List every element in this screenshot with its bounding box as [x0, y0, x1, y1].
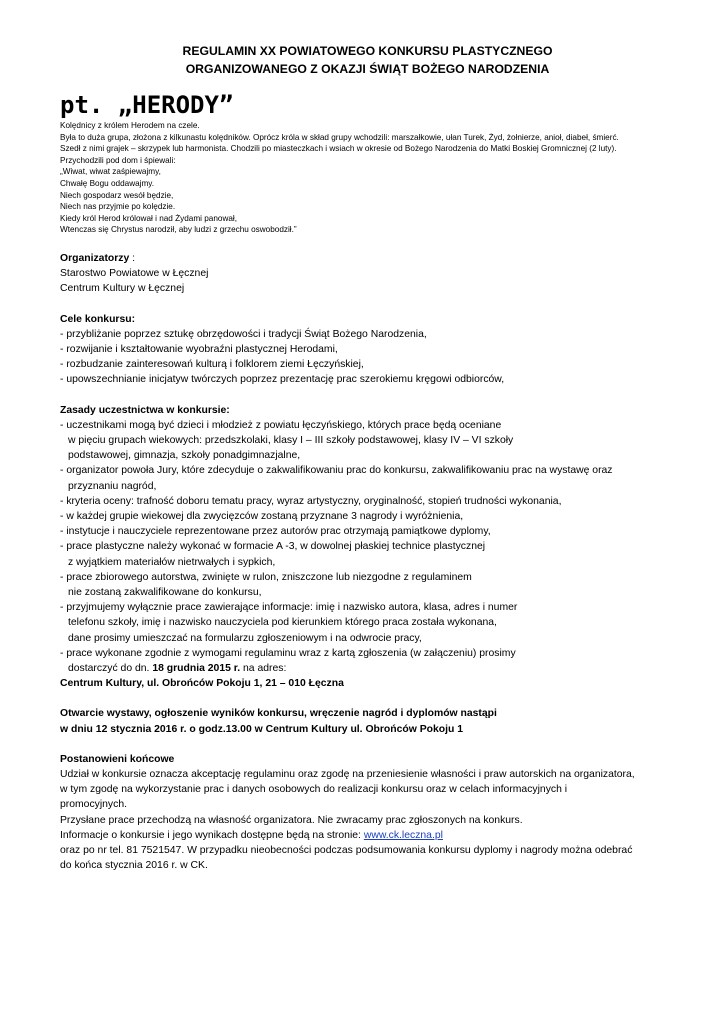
organizer-item: Starostwo Powiatowe w Łęcznej: [60, 268, 209, 280]
document-page: [60, 42, 675, 873]
rule-line: telefonu szkoły, imię i nazwisko nauczyciela pod kierunkiem którego praca została wykonana,: [68, 617, 497, 629]
deadline-prefix: dostarczyć do dn.: [68, 663, 153, 675]
rule-line: nie zostaną zakwalifikowane do konkursu,: [68, 587, 262, 598]
rule-line: - prace zbiorowego autorstwa, zwinięte w rulon, zniszczone lub niezgodne z regulaminem: [60, 571, 472, 583]
rule-line: z wyjątkiem materiałów nietrwałych i sypkich,: [68, 556, 276, 568]
rule-line: dane prosimy umieszczać na formularzu zgłoszeniowym i na odwrocie pracy,: [68, 632, 422, 644]
final-line: do końca stycznia 2016 r. w CK.: [60, 860, 208, 872]
goal-item: - rozbudzanie zainteresowań kulturą i folklorem ziemi Łęczyńskiej,: [60, 359, 364, 371]
final-section: [60, 752, 675, 874]
opening-line: Otwarcie wystawy, ogłoszenie wyników konkursu, wręczenie nagród i dyplomów nastąpi: [60, 708, 497, 720]
final-line: promocyjnych.: [60, 799, 127, 811]
delivery-address: Centrum Kultury, ul. Obrońców Pokoju 1, 21 – 010 Łęczna: [60, 678, 344, 690]
intro-line: Kolędnicy z królem Herodem na czele.: [60, 121, 200, 130]
intro-line: Chwałę Bogu oddawajmy.: [60, 178, 155, 188]
intro-line: Była to duża grupa, złożona z kilkunastu kolędników. Oprócz króla w skład grupy wchodzili: marszałkowie, ułan Turek, Żyd, żołnierze, anioł, diabeł, śmierć.: [60, 132, 619, 142]
opening-section: [60, 706, 675, 736]
deadline-date: 18 grudnia 2015 r.: [152, 663, 241, 675]
rules-heading: Zasady uczestnictwa w konkursie:: [60, 404, 230, 416]
info-line: [60, 828, 675, 843]
organizers-section: [60, 251, 675, 297]
rule-line: w pięciu grupach wiekowych: przedszkolaki, klasy I – III szkoły podstawowej, klasy IV – VI szkoły: [68, 434, 514, 446]
goals-heading: Cele konkursu:: [60, 313, 136, 325]
final-heading: Postanowieni końcowe: [60, 753, 175, 765]
info-prefix: Informacje o konkursie i jego wynikach dostępne będą na stronie:: [60, 829, 364, 841]
rule-line: - instytucje i nauczyciele reprezentowane przez autorów prac otrzymają pamiątkowe dyplomy,: [60, 526, 491, 538]
goal-item: - przybliżanie poprzez sztukę obrzędowości i tradycji Świąt Bożego Narodzenia,: [60, 328, 427, 340]
rule-line: - w każdej grupie wiekowej dla zwycięzców zostaną przyznane 3 nagrody i wyróżnienia,: [60, 510, 464, 522]
rule-line: podstawowej, gimnazja, szkoły ponadgimnazjalne,: [68, 450, 301, 462]
rule-line: - kryteria oceny: trafność doboru tematu pracy, wyraz artystyczny, oryginalność, stopień trudności wykonania,: [60, 495, 562, 507]
header-line-1: REGULAMIN XX POWIATOWEGO KONKURSU PLASTYCZNEGO: [182, 44, 553, 58]
rule-line: - prace wykonane zgodnie z wymogami regulaminu wraz z kartą zgłoszenia (w załączeniu) prosimy: [60, 647, 516, 659]
goals-section: [60, 312, 675, 388]
goal-item: - upowszechnianie inicjatyw twórczych poprzez prezentację prac szerokiemu kręgowi odbiorców,: [60, 374, 505, 386]
rule-line: - przyjmujemy wyłącznie prace zawierające informacje: imię i nazwisko autora, klasa, adres i numer: [60, 602, 518, 614]
intro-line: Niech nas przyjmie po kolędzie.: [60, 202, 176, 212]
opening-line: w dniu 12 stycznia 2016 r. o godz.13.00 w Centrum Kultury ul. Obrońców Pokoju 1: [60, 723, 464, 735]
organizers-heading: Organizatorzy: [60, 252, 130, 264]
deadline-suffix: na adres:: [240, 663, 287, 675]
intro-line: „Wiwat, wiwat zaśpiewajmy,: [60, 167, 161, 177]
website-link[interactable]: www.ck.leczna.pl: [363, 829, 443, 841]
organizer-item: Centrum Kultury w Łęcznej: [60, 283, 185, 295]
organizers-colon: :: [129, 252, 136, 264]
final-line: Przysłane prace przechodzą na własność organizatora. Nie zwracamy prac zgłoszonych na konkurs.: [60, 814, 523, 826]
final-line: Udział w konkursie oznacza akceptację regulaminu oraz zgodę na przeniesienie własności i praw autorskich na organizatora,: [60, 769, 635, 781]
rule-line: - uczestnikami mogą być dzieci i młodzież z powiatu łęczyńskiego, których prace będą oceniane: [60, 419, 502, 431]
rules-section: [60, 403, 675, 692]
intro-line: Kiedy król Herod królował i nad Żydami panował,: [60, 213, 238, 223]
intro-line: Szedł z nimi grajek – skrzypek lub harmonista. Chodzili po miasteczkach i wsiach w okresie od Bożego Narodzenia do Matki Boskiej Gromnicznej (2 luty).: [60, 144, 617, 154]
rule-line: przyznaniu nagród,: [68, 480, 157, 492]
rule-line: - organizator powoła Jury, które zdecyduje o zakwalifikowaniu prac do konkursu, zakwalifikowaniu prac na wystawę oraz: [60, 465, 613, 477]
deadline-line: [60, 661, 675, 676]
intro-line: Wtenczas się Chrystus narodził, aby ludzi z grzechu oswobodził.”: [60, 225, 297, 235]
intro-line: Przychodzili pod dom i śpiewali:: [60, 155, 176, 165]
intro-text: [60, 120, 675, 236]
rule-line: - prace plastyczne należy wykonać w formacie A -3, w dowolnej płaskiej technice plastycznej: [60, 541, 486, 553]
final-line: oraz po nr tel. 81 7521547. W przypadku nieobecności podczas podsumowania konkursu dyplomy i nagrody można odebrać: [60, 845, 633, 857]
page-title: pt. „HERODY”: [60, 91, 234, 119]
header-line-2: ORGANIZOWANEGO Z OKAZJI ŚWIĄT BOŻEGO NARODZENIA: [185, 62, 550, 76]
final-line: w tym zgodę na wykorzystanie prac i danych osobowych do realizacji konkursu oraz w celach informacyjnych i: [60, 784, 568, 796]
goal-item: - rozwijanie i kształtowanie wyobraźni plastycznej Herodami,: [60, 343, 338, 355]
intro-line: Niech gospodarz wesół będzie,: [60, 190, 174, 200]
